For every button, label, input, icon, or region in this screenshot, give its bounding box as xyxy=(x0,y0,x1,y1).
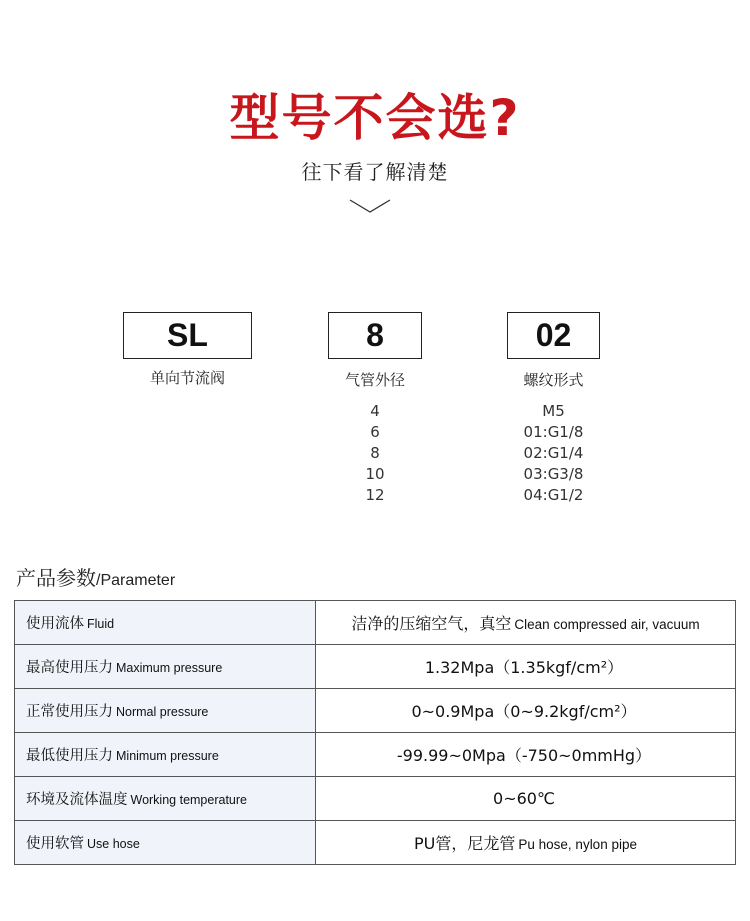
code-box-thread: 02 xyxy=(507,312,600,359)
param-name-en: Fluid xyxy=(87,617,115,631)
parameter-table xyxy=(14,600,736,865)
param-value: 0~0.9Mpa（0~9.2kgf/cm²） xyxy=(411,702,637,721)
table-row xyxy=(15,733,736,777)
code-label-tube-od: 气管外径 xyxy=(344,371,405,389)
param-name-en: Working temperature xyxy=(130,793,247,807)
table-row xyxy=(15,601,736,645)
option-list-tube-od xyxy=(328,401,422,506)
param-value-cell xyxy=(316,601,736,645)
param-name-cell xyxy=(15,733,316,777)
param-name-cell xyxy=(15,821,316,865)
subheadline: 往下看了解清楚 xyxy=(301,160,449,184)
code-label-thread: 螺纹形式 xyxy=(523,371,584,389)
param-name-cell xyxy=(15,689,316,733)
list-item: 02:G1/4 xyxy=(523,444,584,462)
param-value: 洁净的压缩空气，真空 xyxy=(351,614,512,633)
code-box-series: SL xyxy=(123,312,252,359)
section-title-cn: 产品参数 xyxy=(16,566,96,590)
param-value-cell xyxy=(316,777,736,821)
list-item: 03:G3/8 xyxy=(523,465,584,483)
param-name-en: Maximum pressure xyxy=(116,661,223,675)
list-item: 6 xyxy=(370,423,380,441)
chevron-down-icon xyxy=(349,198,391,214)
param-value-en: Pu hose, nylon pipe xyxy=(518,837,637,852)
table-row xyxy=(15,777,736,821)
param-name-cn: 使用软管 xyxy=(26,836,84,852)
param-name-cn: 正常使用压力 xyxy=(26,704,113,720)
param-name-cell xyxy=(15,645,316,689)
table-row xyxy=(15,821,736,865)
param-name-cn: 最高使用压力 xyxy=(26,660,113,676)
option-list-thread xyxy=(507,401,600,506)
list-item: 04:G1/2 xyxy=(523,486,584,504)
param-value-cell xyxy=(316,689,736,733)
param-name-en: Minimum pressure xyxy=(116,749,219,763)
section-title-en: /Parameter xyxy=(96,572,176,589)
param-value: 1.32Mpa（1.35kgf/cm²） xyxy=(424,658,624,677)
param-value: -99.99~0Mpa（-750~0mmHg） xyxy=(396,746,652,765)
param-name-cn: 使用流体 xyxy=(26,616,84,632)
list-item: 4 xyxy=(370,402,380,420)
param-value-cell xyxy=(316,821,736,865)
code-label-series: 单向节流阀 xyxy=(149,369,225,387)
code-segment-series xyxy=(123,312,252,388)
param-value: PU管，尼龙管 xyxy=(414,834,516,853)
code-segment-tube-od xyxy=(328,312,422,506)
param-name-en: Normal pressure xyxy=(116,705,209,719)
table-row xyxy=(15,645,736,689)
param-name-en: Use hose xyxy=(87,837,140,851)
param-value-en: Clean compressed air, vacuum xyxy=(514,617,700,632)
param-value: 0~60℃ xyxy=(493,789,555,808)
param-name-cn: 环境及流体温度 xyxy=(26,792,128,808)
param-value-cell xyxy=(316,733,736,777)
list-item: 10 xyxy=(365,465,385,483)
param-name-cn: 最低使用压力 xyxy=(26,748,113,764)
headline: 型号不会选? xyxy=(229,89,521,147)
section-title-parameters xyxy=(16,562,175,591)
list-item: M5 xyxy=(542,402,565,420)
param-name-cell xyxy=(15,601,316,645)
code-box-tube-od: 8 xyxy=(328,312,422,359)
list-item: 01:G1/8 xyxy=(523,423,584,441)
param-value-cell xyxy=(316,645,736,689)
list-item: 8 xyxy=(370,444,380,462)
list-item: 12 xyxy=(365,486,385,504)
table-row xyxy=(15,689,736,733)
code-segment-thread xyxy=(507,312,600,506)
param-name-cell xyxy=(15,777,316,821)
